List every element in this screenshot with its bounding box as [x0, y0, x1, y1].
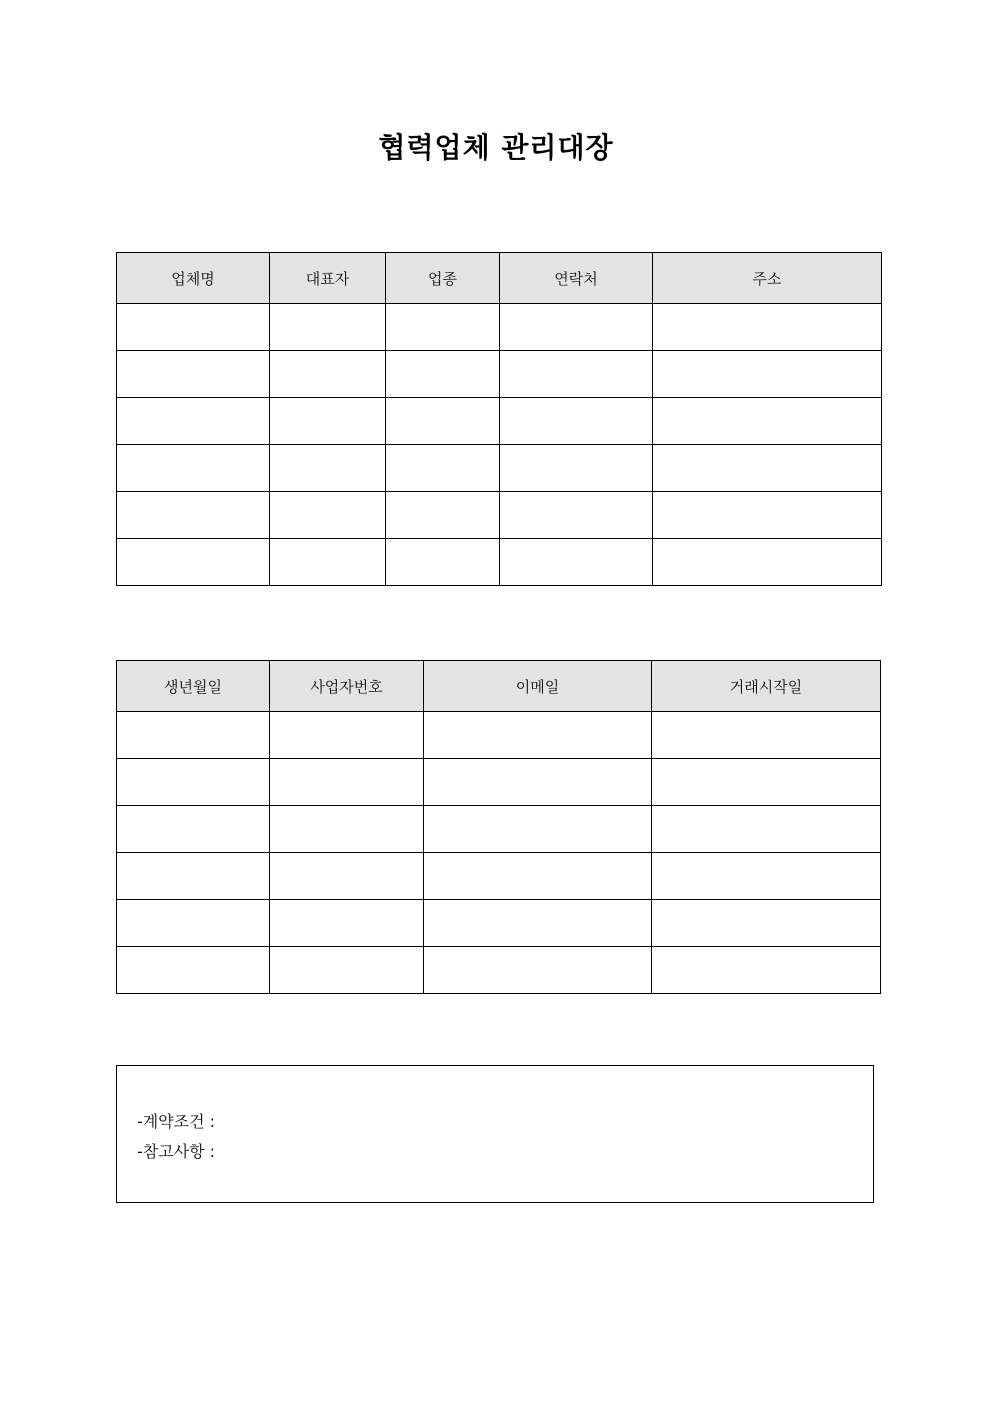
table-cell[interactable] — [270, 806, 424, 853]
table-cell[interactable] — [652, 900, 881, 947]
table-row — [117, 445, 882, 492]
table-cell[interactable] — [652, 947, 881, 994]
table-cell[interactable] — [386, 304, 500, 351]
table-cell[interactable] — [270, 351, 386, 398]
table-cell[interactable] — [652, 712, 881, 759]
table-cell[interactable] — [653, 492, 882, 539]
table-cell[interactable] — [652, 853, 881, 900]
column-header: 업종 — [386, 253, 500, 304]
column-header: 거래시작일 — [652, 661, 881, 712]
table-row — [117, 492, 882, 539]
table-cell[interactable] — [270, 900, 424, 947]
table-row — [117, 539, 882, 586]
table-two-header-row-group — [117, 661, 881, 712]
table-cell[interactable] — [386, 492, 500, 539]
table-row — [117, 853, 881, 900]
note-line[interactable]: -계약조건 : — [137, 1112, 216, 1131]
table-cell[interactable] — [500, 351, 653, 398]
table-cell[interactable] — [270, 759, 424, 806]
table-cell[interactable] — [117, 304, 270, 351]
table-cell[interactable] — [424, 853, 652, 900]
table-cell[interactable] — [270, 853, 424, 900]
table-one-header-row-group — [117, 253, 882, 304]
table-row — [117, 304, 882, 351]
table-cell[interactable] — [653, 539, 882, 586]
table-row — [117, 947, 881, 994]
table-cell[interactable] — [270, 304, 386, 351]
table-cell[interactable] — [424, 900, 652, 947]
table-cell[interactable] — [117, 947, 270, 994]
table-row — [117, 712, 881, 759]
table-cell[interactable] — [500, 445, 653, 492]
table-two-body — [117, 712, 881, 994]
column-header: 업체명 — [117, 253, 270, 304]
table-cell[interactable] — [653, 351, 882, 398]
table-cell[interactable] — [117, 445, 270, 492]
table-cell[interactable] — [653, 398, 882, 445]
table-cell[interactable] — [270, 398, 386, 445]
column-header: 생년월일 — [117, 661, 270, 712]
column-header: 대표자 — [270, 253, 386, 304]
table-cell[interactable] — [117, 351, 270, 398]
table-cell[interactable] — [424, 947, 652, 994]
supplier-detail-info-table — [116, 660, 881, 994]
table-cell[interactable] — [117, 712, 270, 759]
column-header: 사업자번호 — [270, 661, 424, 712]
note-line[interactable]: -참고사항 : — [137, 1142, 216, 1161]
table-cell[interactable] — [653, 445, 882, 492]
table-cell[interactable] — [117, 539, 270, 586]
table-cell[interactable] — [270, 539, 386, 586]
table-cell[interactable] — [270, 445, 386, 492]
table-row — [117, 806, 881, 853]
notes-box — [116, 1065, 874, 1203]
table-cell[interactable] — [117, 398, 270, 445]
table-cell[interactable] — [386, 398, 500, 445]
table-cell[interactable] — [500, 539, 653, 586]
column-header: 주소 — [653, 253, 882, 304]
table-cell[interactable] — [117, 853, 270, 900]
notes-content — [137, 1107, 215, 1167]
table-row — [117, 398, 882, 445]
table-cell[interactable] — [652, 759, 881, 806]
table-cell[interactable] — [386, 445, 500, 492]
column-header: 이메일 — [424, 661, 652, 712]
table-cell[interactable] — [386, 351, 500, 398]
table-two-header-row — [117, 661, 881, 712]
supplier-basic-info-table — [116, 252, 882, 586]
table-row — [117, 759, 881, 806]
table-row — [117, 900, 881, 947]
table-cell[interactable] — [500, 304, 653, 351]
table-cell[interactable] — [270, 712, 424, 759]
table-cell[interactable] — [500, 398, 653, 445]
column-header: 연락처 — [500, 253, 653, 304]
table-cell[interactable] — [270, 947, 424, 994]
table-cell[interactable] — [386, 539, 500, 586]
table-cell[interactable] — [653, 304, 882, 351]
table-cell[interactable] — [424, 806, 652, 853]
table-cell[interactable] — [500, 492, 653, 539]
table-cell[interactable] — [117, 900, 270, 947]
table-row — [117, 351, 882, 398]
table-cell[interactable] — [424, 712, 652, 759]
table-cell[interactable] — [652, 806, 881, 853]
table-cell[interactable] — [117, 492, 270, 539]
table-cell[interactable] — [117, 806, 270, 853]
table-cell[interactable] — [270, 492, 386, 539]
table-one-header-row — [117, 253, 882, 304]
table-one-body — [117, 304, 882, 586]
table-cell[interactable] — [117, 759, 270, 806]
table-cell[interactable] — [424, 759, 652, 806]
page-title: 협력업체 관리대장 — [378, 131, 614, 164]
